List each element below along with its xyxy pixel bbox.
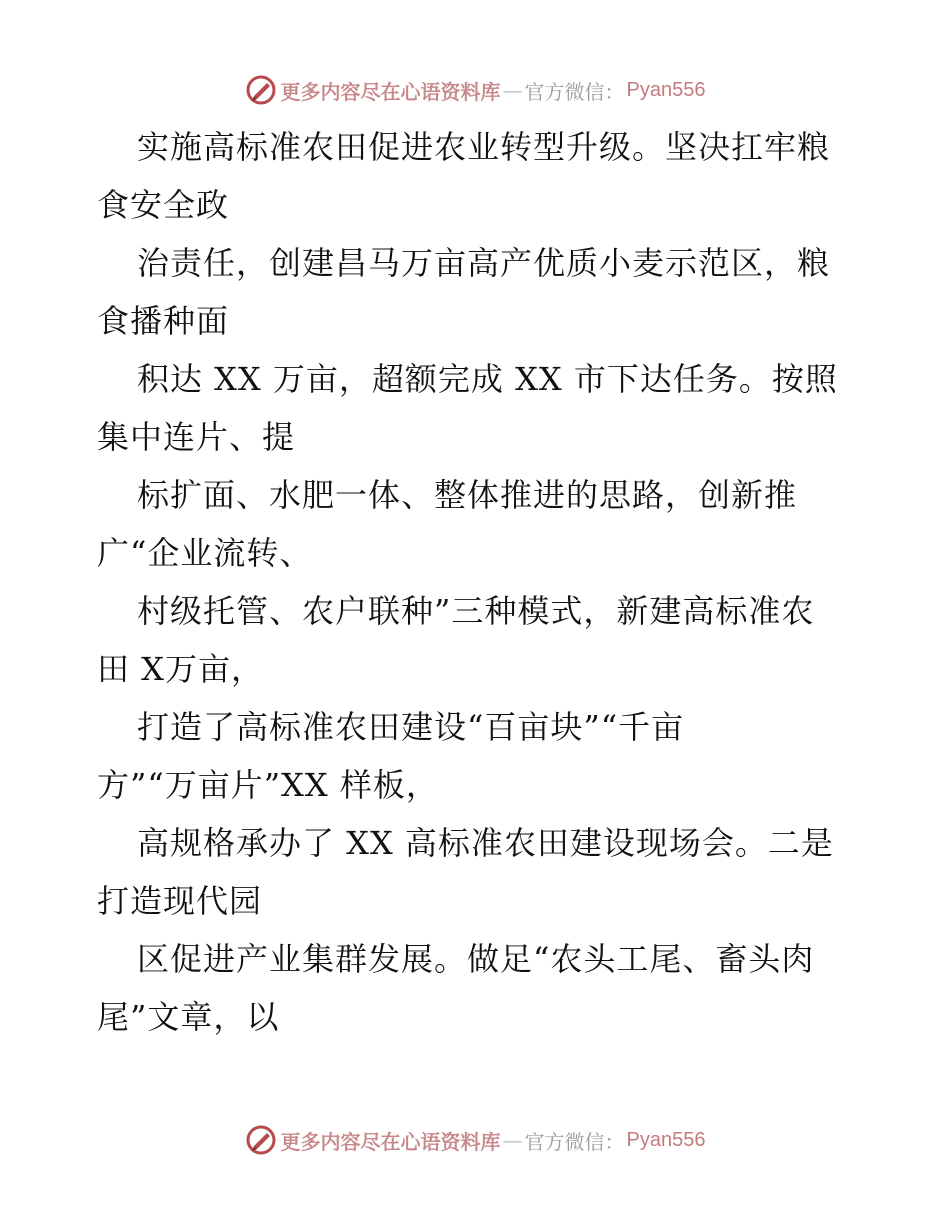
footer-dash: — — [502, 1128, 523, 1152]
paragraph-wrap-line: 集中连片、提 — [97, 418, 296, 456]
paragraph — [97, 118, 857, 234]
header-brand-text: 更多内容尽在心语资料库 — [280, 79, 501, 104]
paragraph — [97, 930, 857, 1046]
header-wechat-id: Pyan556 — [626, 78, 706, 101]
paragraph-wrap-line: 尾”文章，以 — [97, 998, 280, 1036]
footer-brand-text: 更多内容尽在心语资料库 — [280, 1129, 501, 1154]
footer-wechat-id: Pyan556 — [626, 1128, 706, 1151]
paragraph-first-line: 治责任，创建昌马万亩高产优质小麦示范区，粮 — [137, 244, 831, 282]
paragraph-first-line: 高规格承办了 XX 高标准农田建设现场会。二是 — [137, 824, 834, 862]
paragraph — [97, 466, 857, 582]
paragraph — [97, 350, 857, 466]
paragraph-wrap-line: 田 X万亩， — [97, 650, 264, 688]
paragraph-first-line: 实施高标准农田促进农业转型升级。坚决扛牢粮 — [137, 128, 831, 166]
footer-banner — [0, 1120, 950, 1160]
header-dash: — — [502, 78, 523, 102]
paragraph-wrap-line: 食播种面 — [97, 302, 230, 340]
document-body — [97, 118, 857, 1046]
paragraph-first-line: 标扩面、水肥一体、整体推进的思路，创新推 — [137, 476, 798, 514]
paragraph-first-line: 打造了高标准农田建设“百亩块”“千亩 — [137, 708, 685, 746]
paragraph-first-line: 积达 XX 万亩，超额完成 XX 市下达任务。按照 — [137, 360, 838, 398]
paragraph-first-line: 区促进产业集群发展。做足“农头工尾、畜头肉 — [137, 940, 815, 978]
paragraph-first-line: 村级托管、农户联种”三种模式，新建高标准农 — [137, 592, 815, 630]
footer-wechat-label: 官方微信： — [524, 1129, 625, 1154]
paragraph — [97, 814, 857, 930]
paragraph-wrap-line: 方”“万亩片”XX 样板， — [97, 766, 439, 804]
header-wechat-label: 官方微信： — [524, 79, 625, 104]
header-banner — [0, 70, 950, 110]
pen-logo-icon — [245, 74, 277, 106]
paragraph — [97, 234, 857, 350]
pen-logo-icon — [245, 1124, 277, 1156]
paragraph-wrap-line: 食安全政 — [97, 186, 230, 224]
paragraph — [97, 698, 857, 814]
paragraph-wrap-line: 广“企业流转、 — [97, 534, 313, 572]
paragraph-wrap-line: 打造现代园 — [97, 882, 263, 920]
paragraph — [97, 582, 857, 698]
